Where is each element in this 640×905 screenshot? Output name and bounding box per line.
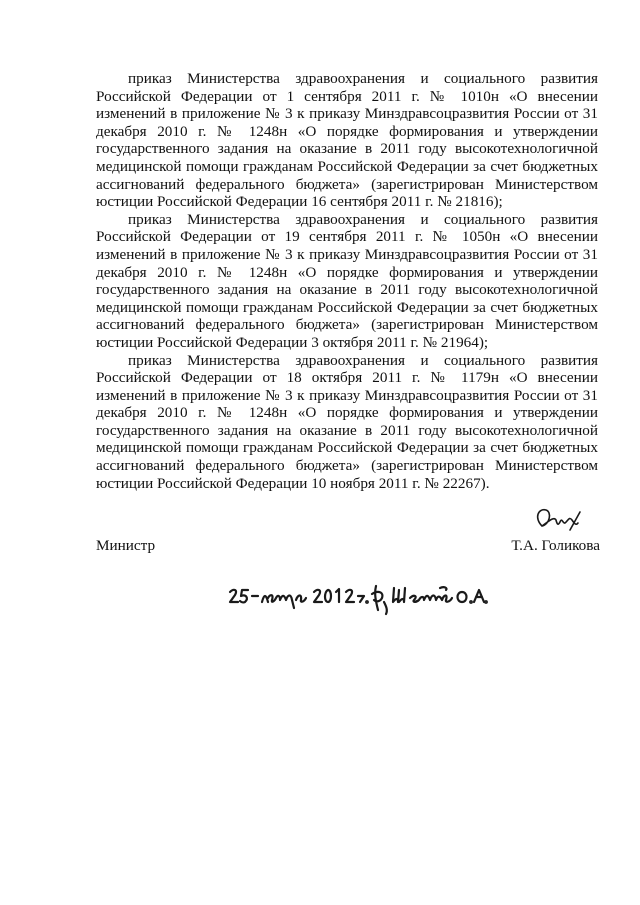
document-body: [96, 70, 598, 492]
signatory-title: Министр: [96, 537, 156, 554]
paragraph-order-1179n: приказ Министерства здравоохранения и социального развития Российской Федерации от 18 октября 2011 г. № 1179н «О внесении изменений в приложение № 3 к приказу Минздравсоцразвития России от 31 декабря 2010 г. № 1248н «О порядке формирования и утверждении государственного задания на оказание в 2011 году высокотехнологичной медицинской помощи гражданам Российской Федерации за счет бюджетных ассигнований федерального бюджета» (зарегистрирован Министерством юстиции Российской Федерации 10 ноября 2011 г. № 22267).: [96, 351, 598, 492]
signatory-name: Т.А. Голикова: [511, 537, 600, 554]
signature-block: [96, 537, 600, 559]
handwritten-note-text: 25 января 2012 г. Шерушева О.А.: [226, 619, 241, 620]
paragraph-order-1010n: приказ Министерства здравоохранения и социального развития Российской Федерации от 1 сентября 2011 г. № 1010н «О внесении изменений в приложение № 3 к приказу Минздравсоцразвития России от 31 декабря 2010 г. № 1248н «О порядке формирования и утверждении государственного задания на оказание в 2011 году высокотехнологичной медицинской помощи гражданам Российской Федерации за счет бюджетных ассигнований федерального бюджета» (зарегистрирован Министерством юстиции Российской Федерации 16 сентября 2011 г. № 21816);: [96, 70, 598, 211]
paragraph-order-1050n: приказ Министерства здравоохранения и социального развития Российской Федерации от 19 сентября 2011 г. № 1050н «О внесении изменений в приложение № 3 к приказу Минздравсоцразвития России от 31 декабря 2010 г. № 1248н «О порядке формирования и утверждении государственного задания на оказание в 2011 году высокотехнологичной медицинской помощи гражданам Российской Федерации за счет бюджетных ассигнований федерального бюджета» (зарегистрирован Министерством юстиции Российской Федерации 3 октября 2011 г. № 21964);: [96, 210, 598, 351]
handwritten-date-note: [226, 580, 488, 620]
